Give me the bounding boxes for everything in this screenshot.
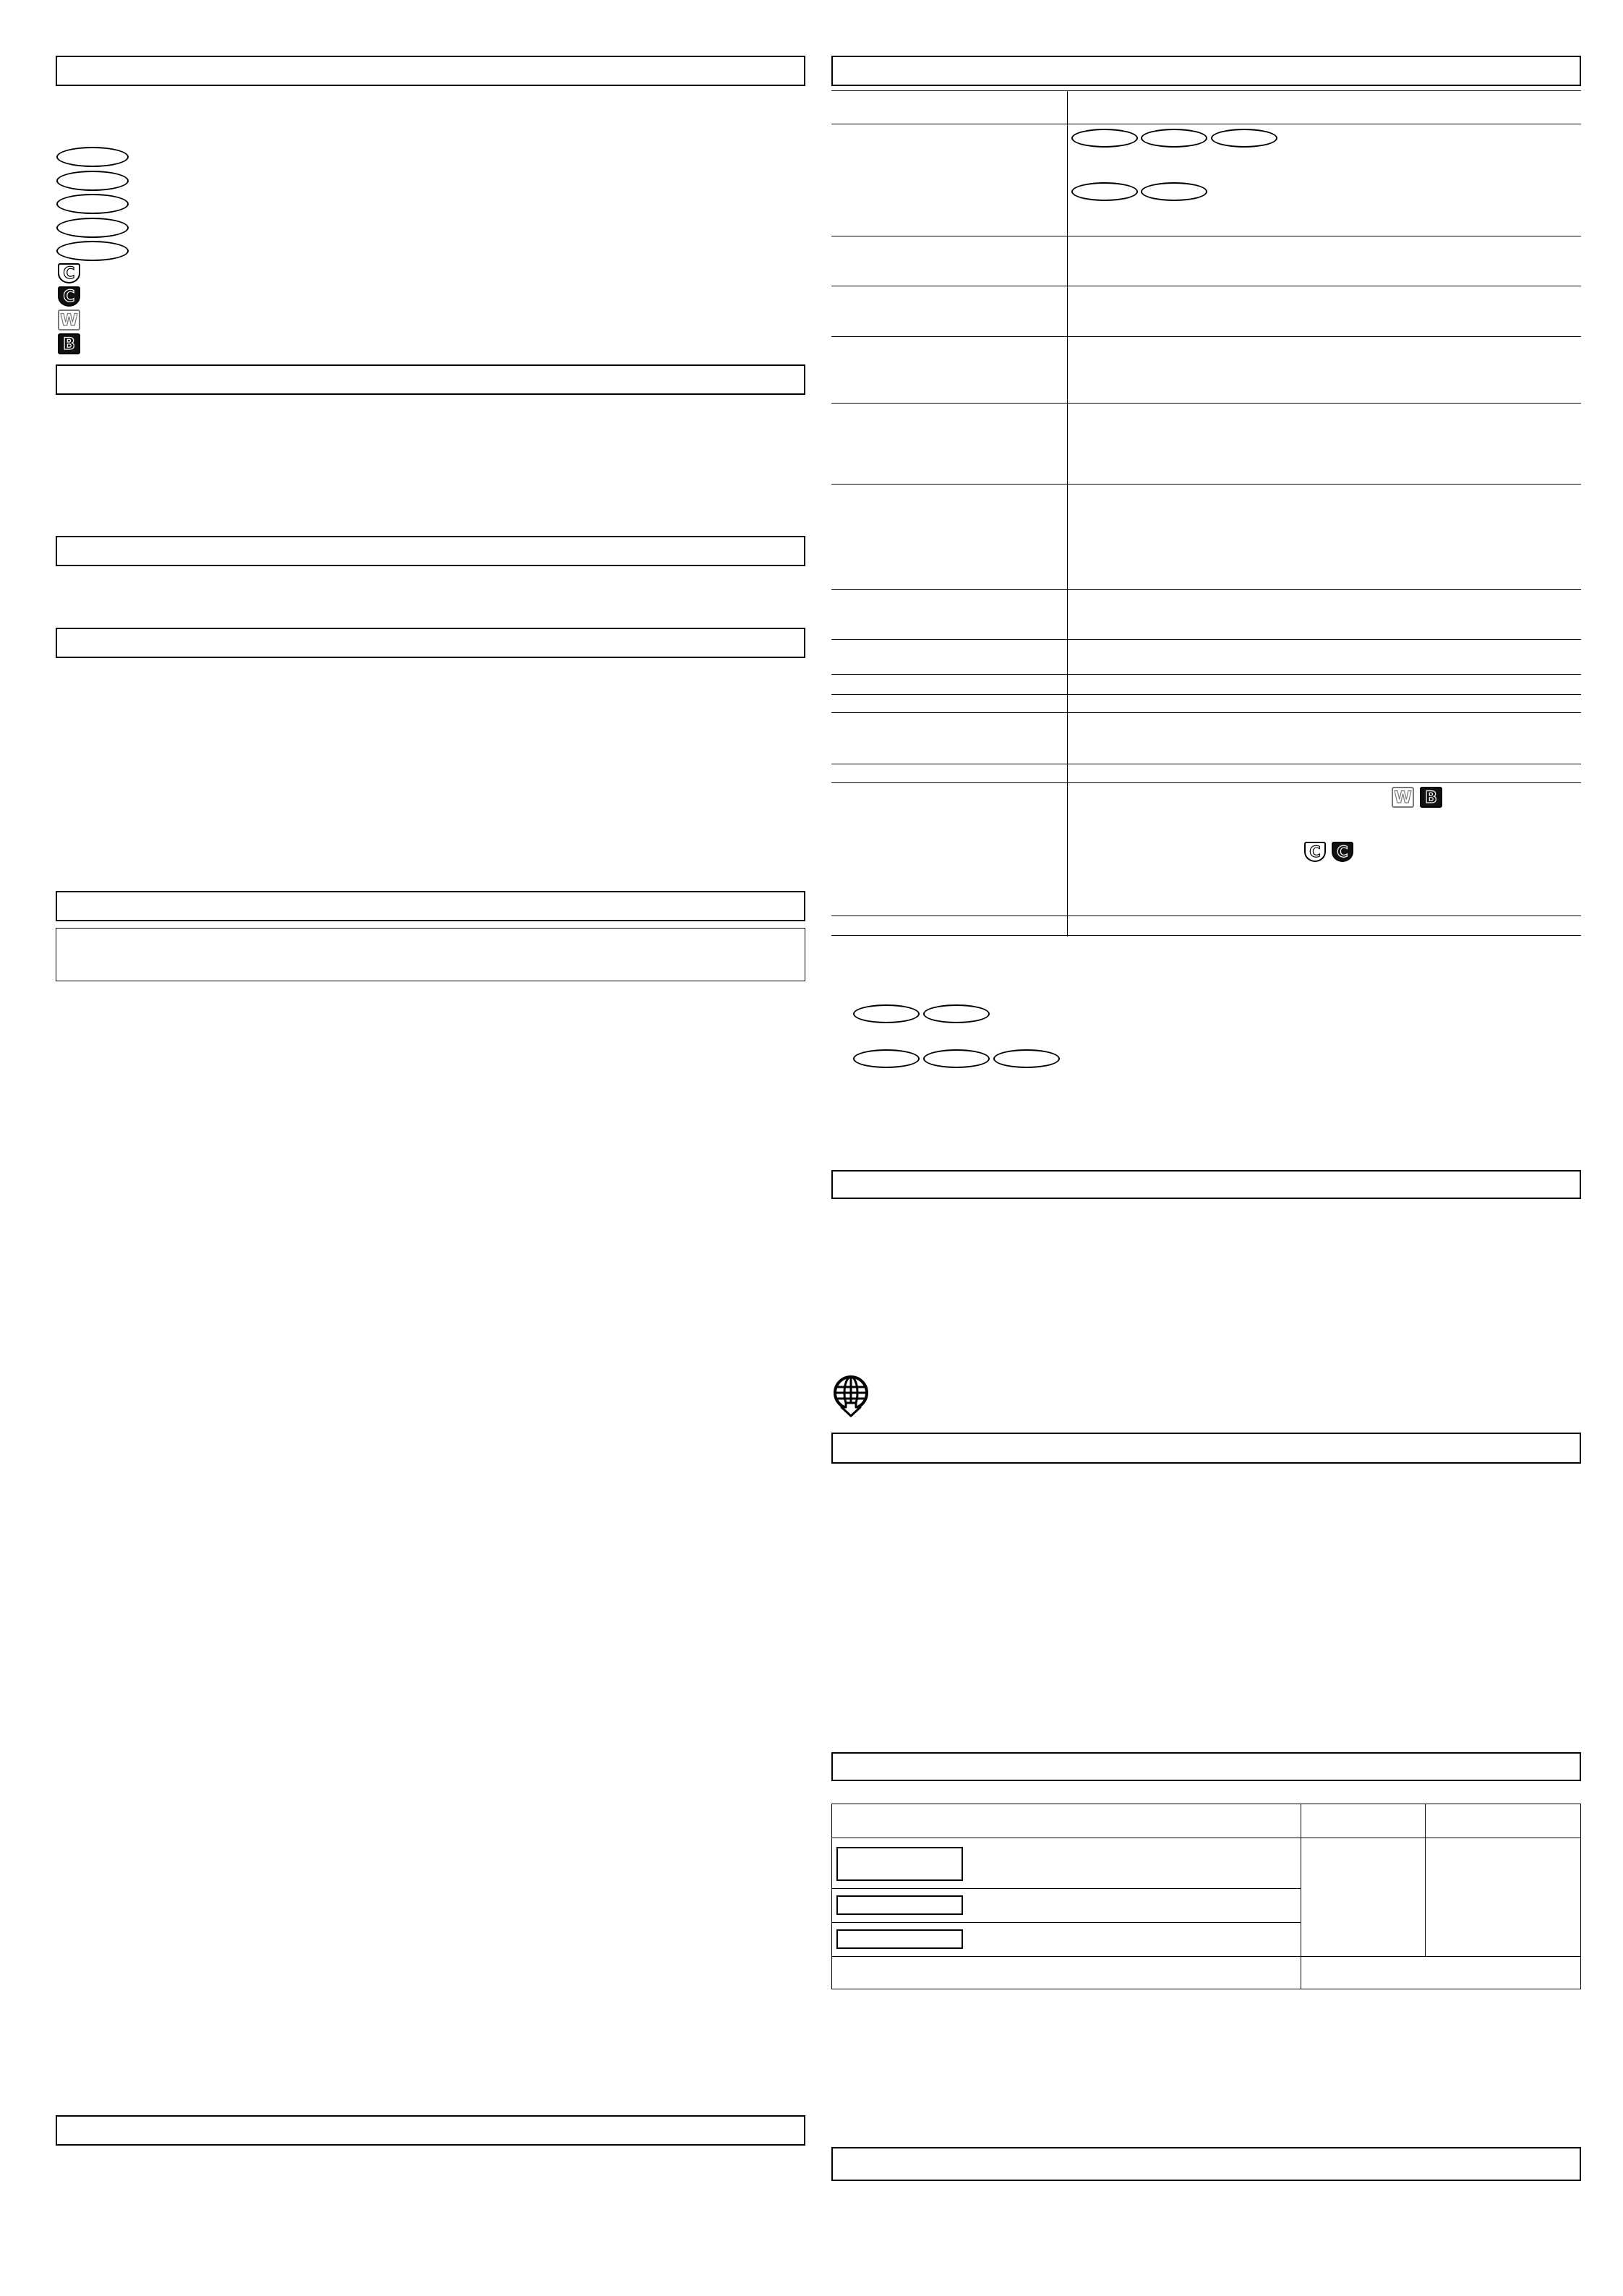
spec-row-line — [831, 782, 1581, 783]
oval-symbol-15 — [993, 1049, 1060, 1068]
c-filled-icon: C — [1332, 842, 1353, 862]
oval-symbol-7 — [1141, 129, 1207, 148]
oval-symbol-11 — [853, 1004, 920, 1023]
section-header-2 — [56, 364, 805, 395]
spec-row-line — [831, 712, 1581, 713]
section-header-6 — [56, 2115, 805, 2146]
section-header-9 — [831, 1433, 1581, 1464]
w-open-icon: W — [58, 310, 80, 330]
input-box-small — [836, 1929, 963, 1949]
oval-symbol-12 — [923, 1004, 990, 1023]
c-open-icon: C — [1304, 842, 1326, 862]
section-header-1 — [56, 56, 805, 86]
oval-symbol-10 — [1141, 182, 1207, 201]
spec-row-line — [831, 935, 1581, 936]
input-box-large — [836, 1847, 963, 1881]
spec-row-line — [831, 336, 1581, 337]
b-filled-icon: B — [1420, 787, 1442, 808]
oval-symbol-3 — [56, 194, 129, 214]
c-open-icon: C — [58, 263, 80, 283]
spec-row-line — [831, 484, 1581, 485]
w-open-icon: W — [1392, 787, 1414, 808]
oval-symbol-2 — [56, 171, 129, 191]
oval-symbol-9 — [1071, 182, 1138, 201]
spec-row-line — [831, 694, 1581, 695]
notice-box — [56, 928, 805, 981]
section-header-11 — [831, 2147, 1581, 2181]
section-header-3 — [56, 536, 805, 566]
oval-symbol-1 — [56, 147, 129, 167]
spec-row-line — [831, 403, 1581, 404]
spec-row-line — [831, 90, 1581, 91]
oval-symbol-5 — [56, 241, 129, 261]
globe-download-icon — [831, 1374, 872, 1417]
oval-symbol-6 — [1071, 129, 1138, 148]
section-header-8 — [831, 1170, 1581, 1199]
oval-symbol-4 — [56, 218, 129, 238]
section-header-10 — [831, 1752, 1581, 1781]
spec-row-line — [831, 674, 1581, 675]
section-header-5 — [56, 891, 805, 921]
b-filled-icon: B — [58, 333, 80, 354]
oval-symbol-14 — [923, 1049, 990, 1068]
spec-row-line — [831, 589, 1581, 590]
spec-row-line — [831, 639, 1581, 640]
oval-symbol-8 — [1211, 129, 1277, 148]
c-filled-icon: C — [58, 286, 80, 307]
section-header-7 — [831, 56, 1581, 86]
input-box-small — [836, 1895, 963, 1915]
oval-symbol-13 — [853, 1049, 920, 1068]
section-header-4 — [56, 628, 805, 658]
